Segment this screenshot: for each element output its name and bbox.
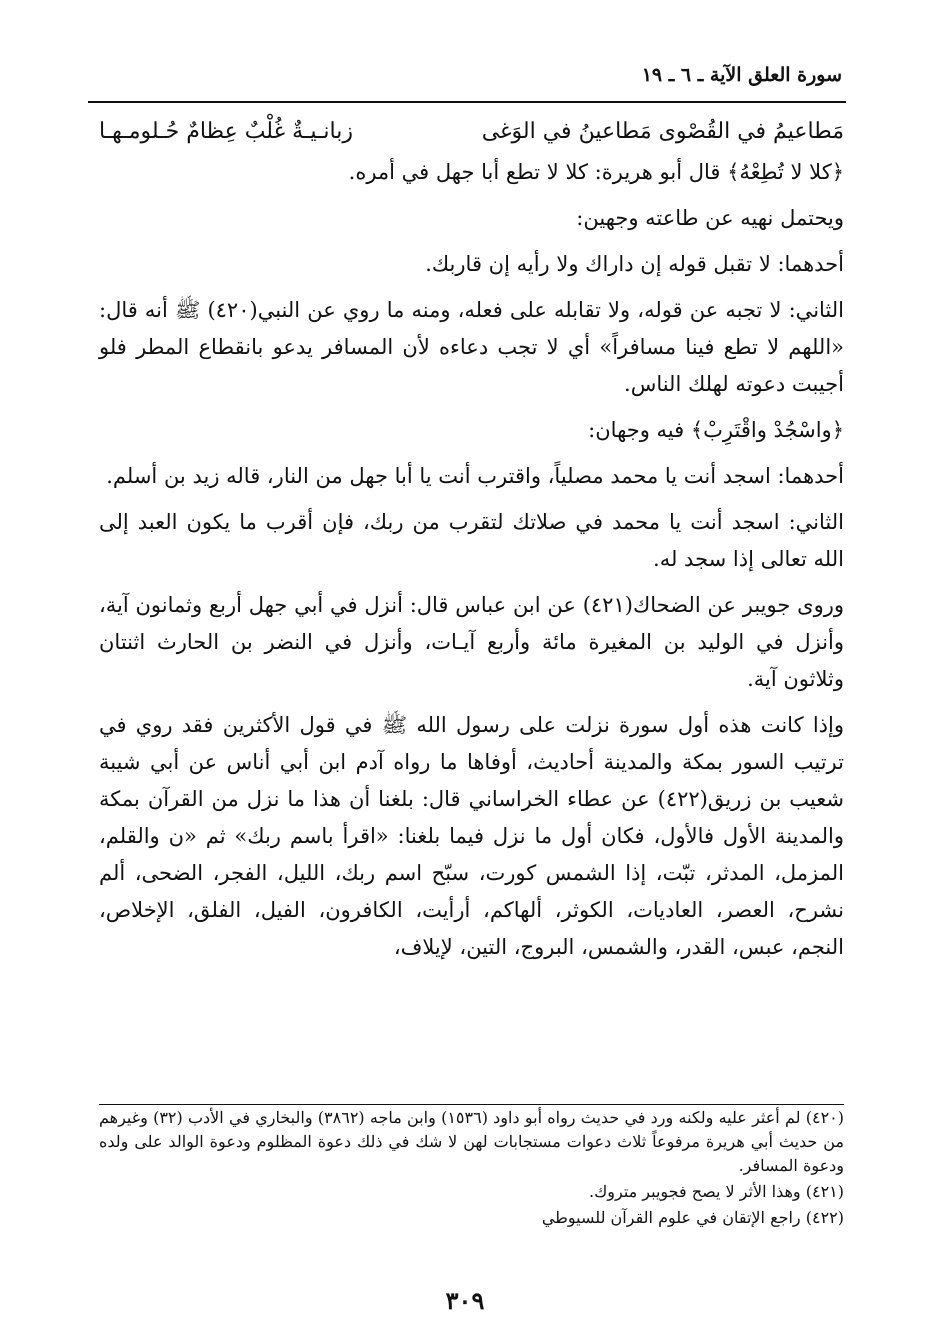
footnote-rule [99, 1104, 844, 1105]
header-rule [88, 101, 846, 103]
paragraph-4: الثاني: لا تجبه عن قوله، ولا تقابله على فعله، ومنه ما روي عن النبي(٤٢٠) ﷺ أنه قال: «اللهم لا تطع فينا مسافراً» أي لا تجب دعاءه لأن المسافر يدعو بانقطاع المطر فلو أجيبت دعوته لهلك الناس. [99, 298, 845, 396]
paragraph-7: الثاني: اسجد أنت يا محمد في صلاتك لتقرب من ربك، فإن أقرب ما يكون العبد إلى الله تعالى إذا سجد له. [99, 510, 844, 571]
footnote-422: (٤٢٢) راجع الإتقان في علوم القرآن للسيوطي [541, 1208, 844, 1227]
poem-verse [99, 113, 844, 150]
page-number: ٣٠٩ [445, 1286, 485, 1315]
paragraph-6: أحدهما: اسجد أنت يا محمد مصلياً، واقترب أنت يا أبا جهل من النار، قاله زيد بن أسلم. [106, 464, 844, 488]
poem-first-hemistich: مَطاعيمُ في القُصْوى مَطاعينُ في الوَغى [481, 119, 844, 144]
paragraph-1: ﴿كلا لا تُطِعْهُ﴾ قال أبو هريرة: كلا لا تطع أبا جهل في أمره. [348, 160, 844, 184]
paragraph-9: وإذا كانت هذه أول سورة نزلت على رسول الله ﷺ في قول الأكثرين فقد روي في ترتيب السور بمكة والمدينة أحاديث، أوفاها ما رواه آدم ابن أبي أناس عن أبي شيبة شعيب بن زريق(٤٢٢) عن عطاء الخراساني قال: بلغنا أن هذا ما نزل من القرآن بمكة والمدينة الأول فالأول، فكان أول ما نزل فيما بلغنا: «اقرأ باسم ربك» ثم «ن والقلم، المزمل، المدثر، تبّت، إذا الشمس كورت، سبّح اسم ربك، الليل، الفجر، الضحى، ألم نشرح، العصر، العاديات، الكوثر، ألهاكم، أرأيت، الكافرون، الفيل، الفلق، الإخلاص، النجم، عبس، القدر، والشمس، البروج، التين، لإيلاف، [99, 713, 844, 959]
poem-second-hemistich: زبانـيـةٌ غُلْبٌ عِظامٌ حُـلومـهـا [99, 119, 353, 144]
paragraph-2: ويحتمل نهيه عن طاعته وجهين: [576, 206, 844, 230]
running-header: سورة العلق الآية ـ ٦ ـ ١٩ [641, 64, 842, 86]
main-text [99, 113, 844, 975]
paragraph-3: أحدهما: لا تقبل قوله إن داراك ولا رأيه إن قاربك. [425, 252, 844, 276]
footnote-420: (٤٢٠) لم أعثر عليه ولكنه ورد في حديث رواه أبو داود (١٥٣٦) وابن ماجه (٣٨٦٢) والبخاري في الأدب (٣٢) وغيرهم من حديث أبي هريرة مرفوعاً ثلاث دعوات مستجابات لهن لا شك في ذلك دعوة المظلوم ودعوة الوالد على ولده ودعوة المسافر. [99, 1108, 844, 1175]
footnotes [99, 1106, 844, 1232]
paragraph-5: ﴿واسْجُدْ واقْتَرِبْ﴾ فيه وجهان: [588, 418, 844, 442]
footnote-421: (٤٢١) وهذا الأثر لا يصح فجويبر متروك. [588, 1182, 844, 1201]
paragraph-8: وروى جويبر عن الضحاك(٤٢١) عن ابن عباس قال: أنزل في أبي جهل أربع وثمانون آية، وأنزل في الوليد بن المغيرة مائة وأربع آيـات، وأنزل في النضر بن الحارث اثنتان وثلاثون آية. [99, 593, 844, 691]
